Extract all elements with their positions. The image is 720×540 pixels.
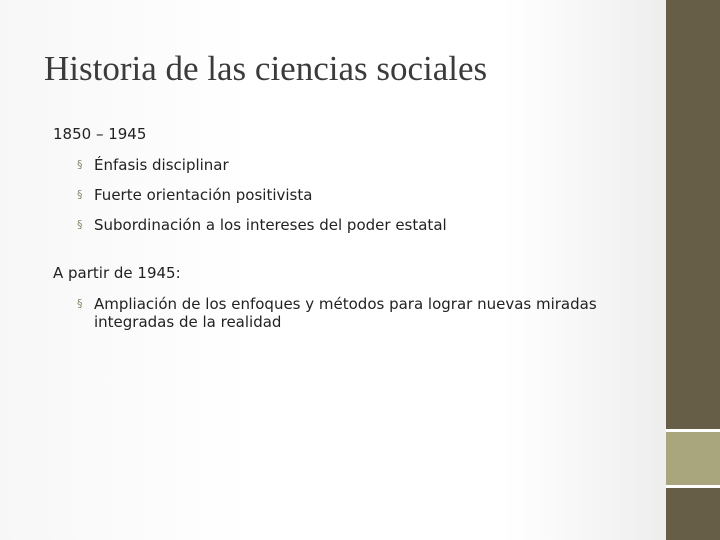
- list-item: [53, 295, 653, 331]
- bullet-marker-icon: §: [77, 188, 83, 201]
- section-heading: A partir de 1945:: [53, 264, 181, 282]
- bullet-list: [53, 295, 653, 331]
- list-item-text: Ampliación de los enfoques y métodos para lograr nuevas miradas integradas de la realidad: [94, 295, 597, 331]
- list-item: [53, 186, 653, 204]
- bullet-marker-icon: §: [77, 218, 83, 231]
- sidebar-divider-bottom: [666, 485, 720, 488]
- list-item-text: Énfasis disciplinar: [94, 156, 229, 174]
- bullet-marker-icon: §: [77, 297, 83, 310]
- section-from-1945: [53, 263, 653, 331]
- list-item: [53, 156, 653, 174]
- bullet-list: [53, 156, 653, 234]
- list-item: [53, 216, 653, 234]
- list-item-text: Subordinación a los intereses del poder estatal: [94, 216, 447, 234]
- section-1850-1945: [53, 124, 653, 234]
- slide-content: [53, 124, 653, 331]
- list-item-text: Fuerte orientación positivista: [94, 186, 313, 204]
- bullet-marker-icon: §: [77, 158, 83, 171]
- sidebar-accent-block: [666, 432, 720, 485]
- section-heading: 1850 – 1945: [53, 125, 147, 143]
- slide-title: Historia de las ciencias sociales: [44, 49, 488, 88]
- decorative-sidebar: [666, 0, 720, 540]
